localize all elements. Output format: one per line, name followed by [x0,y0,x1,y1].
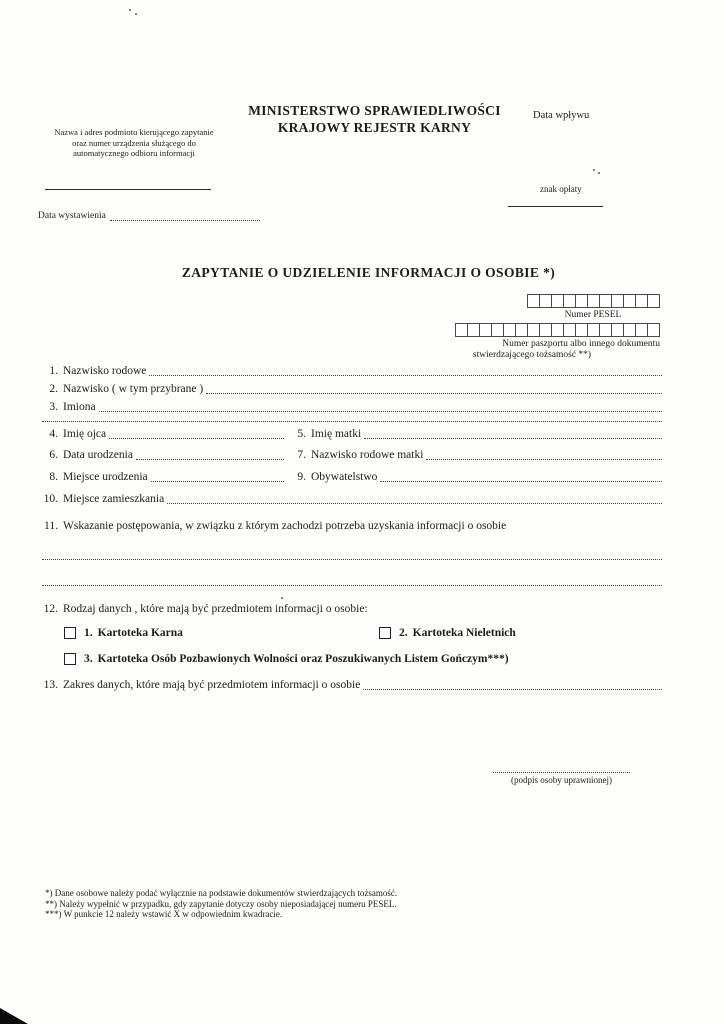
checkbox-number: 3. [84,653,93,665]
field-number: 7. [297,449,306,461]
pesel-label: Numer PESEL [564,310,622,320]
issue-date-label: Data wystawienia [38,211,106,221]
checkbox-item-kartoteka-karna[interactable] [64,626,379,640]
footnote-2: **) Należy wypełnić w przypadku, gdy zapytanie dotyczy osoby nieposiadającej numeru PESEL. [45,898,397,909]
footnote-3: ***) W punkcie 12 należy wstawić X w odpowiednim kwadracie. [45,909,283,919]
field-label: Imię matki [311,428,362,440]
ministry-line2: KRAJOWY REJESTR KARNY [277,120,472,135]
checkbox-item-kartoteka-osob-pozbawionych[interactable] [64,652,509,666]
scan-artifact-corner [0,1008,28,1024]
fee-mark-label: znak opłaty [540,184,582,194]
field-data-urodzenia [42,448,290,462]
field-imiona-continuation [42,414,662,424]
field-number: 13. [43,679,58,691]
field-number: 6. [49,449,58,461]
field-wskazanie-postepowania [42,506,662,533]
checkbox-item-kartoteka-nieletnich[interactable] [379,626,516,640]
footnote-1: *) Dane osobowe należy podać wyłącznie na podstawie dokumentów stwierdzających tożsamość. [45,888,398,898]
fill-line[interactable] [136,456,284,460]
field-number: 3. [49,401,58,413]
field-label: Rodzaj danych , które mają być przedmiotem informacji o osobie: [63,603,368,615]
pesel-boxes[interactable] [527,294,660,308]
sender-info-note: Nazwa i adres podmiotu kierującego zapytanie oraz numer urządzenia służącego do automatycznego odbioru informacji [54,127,214,158]
field-nazwisko-przybrane [42,378,662,396]
field-number: 11. [44,520,58,532]
checkbox-number: 1. [84,627,93,639]
date-received-label: Data wpływu [533,110,590,121]
signature-caption: (podpis osoby uprawnionej) [511,775,612,785]
field-row-4-5 [42,424,662,441]
field-nazwisko-rodowe [42,362,662,378]
fill-line[interactable] [42,556,662,560]
field-label: Nazwisko rodowe [63,365,147,377]
fill-line[interactable] [151,478,284,482]
passport-boxes[interactable] [455,323,660,337]
ministry-header [25,102,724,136]
field-label: Miejsce zamieszkania [63,493,165,505]
field-imiona [42,396,662,414]
field-label: Miejsce urodzenia [63,471,148,483]
field-obywatelstwo [290,470,662,484]
field-number: 10. [43,493,58,505]
field-imie-matki [290,427,662,441]
form-title: ZAPYTANIE O UDZIELENIE INFORMACJI O OSOBIE *) [181,265,556,280]
field-label: Imiona [63,401,96,413]
checkbox-label: Kartoteka Nieletnich [412,627,516,639]
field-label: Nazwisko rodowe matki [311,449,424,461]
ministry-line1: MINISTERSTWO SPRAWIEDLIWOŚCI [248,103,501,118]
field-label: Imię ojca [63,428,107,440]
field-wskazanie-line1 [42,533,662,562]
field-imie-ojca [42,427,290,441]
fill-line[interactable] [167,500,662,504]
scan-artifact-speck [129,9,131,11]
form-fields [42,362,662,692]
field-label: Data urodzenia [63,449,133,461]
fill-line[interactable] [99,408,662,412]
fill-line[interactable] [42,582,662,586]
fill-line[interactable] [380,478,662,482]
digit-box [647,294,660,308]
field-rodzaj-danych [42,588,662,616]
field-zakres-danych [42,666,662,692]
scan-artifact-speck [281,597,283,599]
signature-fill-line[interactable] [493,764,630,773]
field-miejsce-urodzenia [42,470,290,484]
fill-line[interactable] [364,435,662,439]
field-nazwisko-rodowe-matki [290,448,662,462]
field-label: Zakres danych, które mają być przedmiotem informacji o osobie [63,679,361,691]
field-row-8-9 [42,462,662,484]
digit-box [647,323,660,337]
fill-line[interactable] [109,435,284,439]
field-label: Nazwisko ( w tym przybrane ) [63,383,204,395]
checkbox-icon[interactable] [64,627,76,639]
checkbox-row-2 [42,640,662,666]
checkbox-number: 2. [399,627,408,639]
footnotes [45,888,397,920]
issue-date-row [38,211,260,221]
fill-line[interactable] [426,456,662,460]
issue-date-fill-line[interactable] [110,211,260,221]
field-number: 8. [49,471,58,483]
fill-line[interactable] [42,418,662,422]
checkbox-label: Kartoteka Osób Pozbawionych Wolności oraz Poszukiwanych Listem Gończym***) [97,653,509,665]
field-label: Obywatelstwo [311,471,378,483]
passport-label-line2: stwierdzającego tożsamość **) [472,350,592,360]
field-label: Wskazanie postępowania, w związku z którym zachodzi potrzeba uzyskania informacji o osobie [63,520,507,532]
field-number: 9. [297,471,306,483]
scan-artifact-speck [598,172,600,174]
field-number: 4. [49,428,58,440]
sender-info-underline [45,189,211,190]
field-number: 1. [49,365,58,377]
field-number: 12. [43,603,58,615]
fee-mark-underline [508,206,603,207]
field-number: 5. [297,428,306,440]
fill-line[interactable] [206,390,662,394]
field-wskazanie-line2 [42,562,662,588]
field-miejsce-zamieszkania [42,484,662,506]
checkbox-label: Kartoteka Karna [97,627,183,639]
passport-label-line1: Numer paszportu albo innego dokumentu [502,339,660,349]
passport-label [404,339,660,361]
signature-block [489,764,634,785]
checkbox-row-1 [42,616,662,640]
field-row-6-7 [42,441,662,462]
scan-artifact-speck [135,13,137,15]
fill-line[interactable] [149,372,662,376]
checkbox-icon[interactable] [379,627,391,639]
checkbox-icon[interactable] [64,653,76,665]
scan-artifact-speck [593,169,595,171]
fill-line[interactable] [363,686,662,690]
field-number: 2. [49,383,58,395]
